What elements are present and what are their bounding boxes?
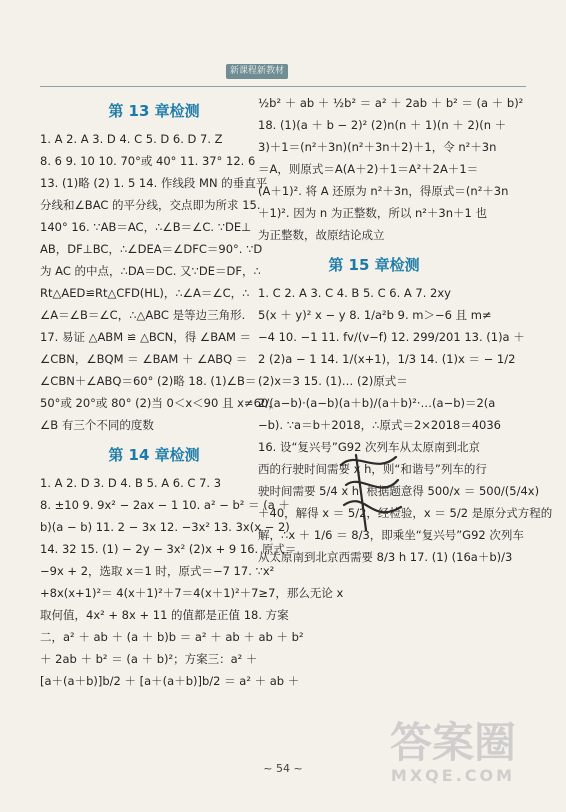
answer-line: 16. 设“复兴号”G92 次列车从太原南到北京	[258, 440, 481, 454]
chapter-15-heading: 第 15 章检测	[328, 256, 420, 274]
answer-line: 取何值，4x² + 8x + 11 的值都是正值 18. 方案	[40, 608, 289, 622]
answer-line: 西的行驶时间需要 x h，则“和谐号”列车的行	[258, 462, 487, 476]
handwritten-scribble	[336, 445, 406, 535]
chapter-14-continued	[258, 92, 524, 246]
answer-line: ∠A＝∠B＝∠C，∴△ABC 是等边三角形.	[40, 308, 246, 322]
answer-line: ＝A，则原式＝A(A＋2)＋1＝A²＋2A＋1＝	[258, 162, 479, 176]
answer-line: 驶时间需要 5/4 x h. 根据题意得 500/x ＝ 500/(5/4x)	[258, 484, 540, 498]
answer-line: ＋ 2ab ＋ b² ＝ (a ＋ b)²；方案三：a² ＋	[40, 652, 258, 666]
answer-line: b)(a − b) 11. 2 − 3x 12. −3x² 13. 3x(x − 2)	[40, 520, 290, 534]
answer-line: −4 10. −1 11. fv/(v−f) 12. 299/201 13. (1)a ＋	[258, 330, 525, 344]
answer-line: ＋1)². 因为 n 为正整数，所以 n²＋3n＋1 也	[258, 206, 487, 220]
answer-line: 13. (1)略 (2) 1. 5 14. 作线段 MN 的垂直平	[40, 176, 268, 190]
answer-line: 1. C 2. A 3. C 4. B 5. C 6. A 7. 2xy	[258, 286, 451, 300]
answer-line: 1. A 2. D 3. D 4. B 5. A 6. C 7. 3	[40, 476, 222, 490]
watermark-url: MXQE.COM	[390, 766, 516, 785]
answer-line: 8. ±10 9. 9x² − 2ax − 1 10. a² − b² ＝ (a ＋	[40, 498, 290, 512]
answer-line: 8. 6 9. 10 10. 70°或 40° 11. 37° 12. 6	[40, 154, 256, 168]
answer-line: 为 AC 的中点，∴DA＝DC. 又∵DE＝DF，∴	[40, 264, 261, 278]
answer-line: 二，a² ＋ ab ＋ (a ＋ b)b ＝ a² ＋ ab ＋ ab ＋ b²	[40, 630, 304, 644]
answer-line: Rt△AED≌Rt△CFD(HL)，∴∠A＝∠C，∴	[40, 286, 250, 300]
answer-line: (2)x＝3 15. (1)… (2)原式＝	[258, 374, 408, 388]
chapter-14-answers	[40, 472, 344, 692]
answer-line: ∠B 有三个不同的度数	[40, 418, 154, 432]
answer-line: ½b² ＋ ab ＋ ½b² ＝ a² ＋ 2ab ＋ b² ＝ (a ＋ b)²	[258, 96, 524, 110]
answer-line: (A＋1)². 将 A 还原为 n²＋3n，得原式＝(n²＋3n	[258, 184, 509, 198]
answer-line: 解，∴x ＋ 1/6 ＝ 8/3，即乘坐“复兴号”G92 次列车	[258, 528, 524, 542]
answer-line: 从太原南到北京西需要 8/3 h 17. (1) (16a＋b)/3	[258, 550, 513, 564]
answer-line: +8x(x+1)²＝ 4(x＋1)²＋7＝4(x＋1)²＋7≥7，那么无论 x	[40, 586, 344, 600]
answer-line: 1. A 2. A 3. D 4. C 5. D 6. D 7. Z	[40, 132, 223, 146]
answer-line: ＋40，解得 x ＝ 5/2，经检验，x ＝ 5/2 是原分式方程的	[258, 506, 553, 520]
watermark-text: 答案圈	[389, 718, 516, 767]
answer-line: 2 (2)a − 1 14. 1/(x+1)，1/3 14. (1)x ＝ − 1/2	[258, 352, 516, 366]
answer-line: 18. (1)(a ＋ b − 2)² (2)n(n ＋ 1)(n ＋ 2)(n ＋	[258, 118, 507, 132]
answer-line: ∠CBN，∠BQM ＝ ∠BAM ＋ ∠ABQ ＝	[40, 352, 248, 366]
answer-line: 2/(a−b)·(a−b)(a＋b)/(a＋b)²·…(a−b)＝2(a	[258, 396, 496, 410]
answer-line: 5(x ＋ y)² x − y 8. 1/a²b 9. m＞−6 且 m≠	[258, 308, 492, 322]
answer-line: 为正整数，故原结论成立	[258, 228, 385, 242]
answer-line: 50°或 20°或 80° (2)当 0＜x＜90 且 x≠60，	[40, 396, 280, 410]
answer-line: AB，DF⊥BC，∴∠DEA＝∠DFC＝90°. ∵D	[40, 242, 263, 256]
answer-line: 17. 易证 △ABM ≌ △BCN，得 ∠BAM ＝	[40, 330, 252, 344]
watermark-logo	[358, 720, 548, 800]
answer-line: −b). ∵a＝b＋2018，∴原式＝2×2018＝4036	[258, 418, 501, 432]
answer-line: ∠CBN＋∠ABQ＝60° (2)略 18. (1)∠B＝	[40, 374, 257, 388]
answer-line: 140° 16. ∵AB＝AC，∴∠B＝∠C. ∵DE⊥	[40, 220, 252, 234]
answer-line: −9x + 2，选取 x＝1 时，原式＝−7 17. ∵x²	[40, 564, 275, 578]
chapter-14-heading: 第 14 章检测	[108, 446, 200, 464]
page-number: ~ 54 ~	[263, 762, 303, 775]
answer-line: [a＋(a＋b)]b/2 ＋ [a＋(a＋b)]b/2 ＝ a² ＋ ab ＋	[40, 674, 300, 688]
chapter-13-answers	[40, 128, 280, 436]
answer-line: 14. 32 15. (1) − 2y − 3x² (2)x + 9 16. 原式＝	[40, 542, 297, 556]
answer-line: 3)＋1＝(n²＋3n)(n²＋3n＋2)＋1，令 n²＋3n	[258, 140, 497, 154]
chapter-13-heading: 第 13 章检测	[108, 102, 200, 120]
header-tab: 新课程新教材	[226, 64, 288, 79]
header-rule	[40, 86, 526, 87]
answer-line: 分线和∠BAC 的平分线，交点即为所求 15.	[40, 198, 261, 212]
